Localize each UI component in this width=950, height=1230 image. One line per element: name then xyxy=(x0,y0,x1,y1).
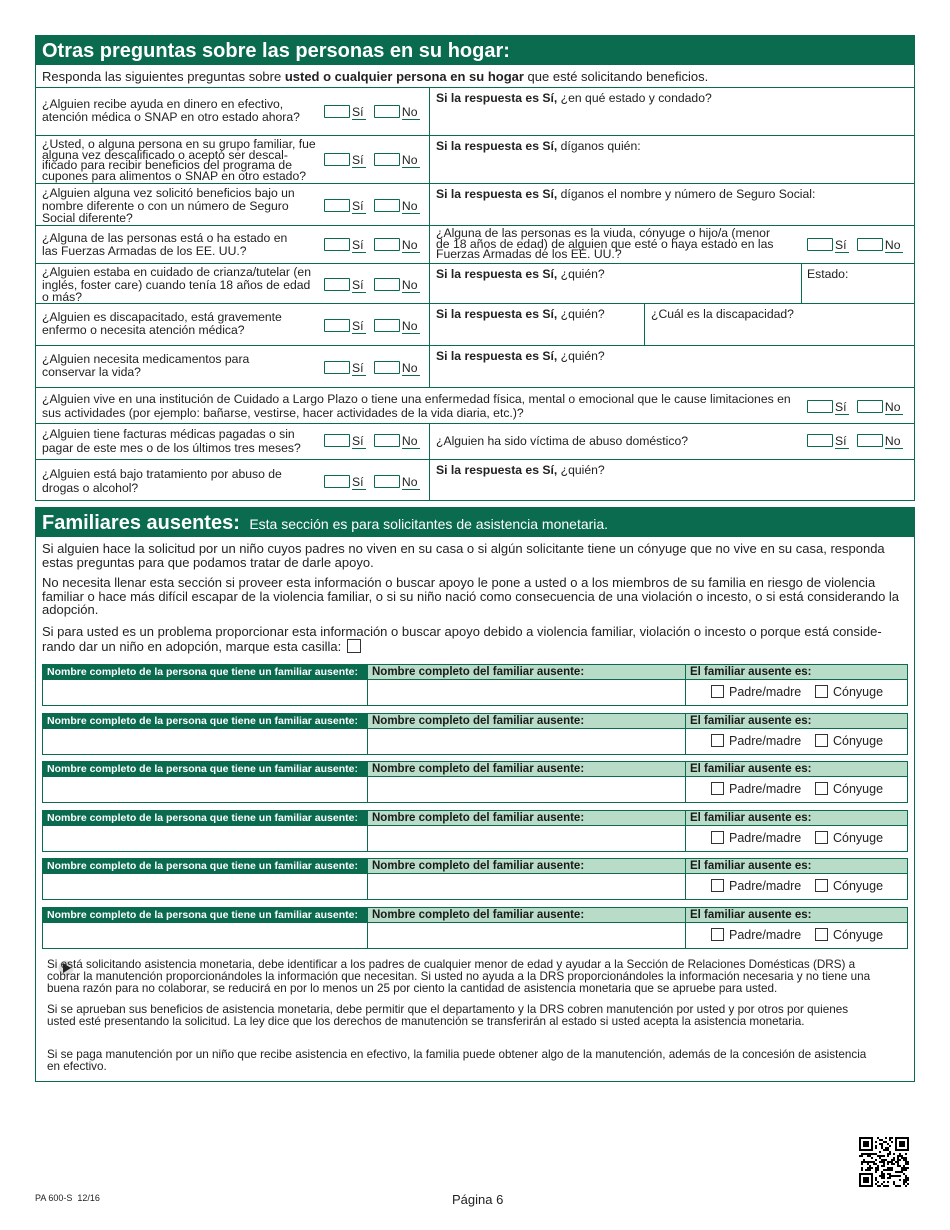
column-header: El familiar ausente es: xyxy=(685,762,907,776)
spouse-checkbox[interactable] xyxy=(815,831,828,844)
person-name-input[interactable] xyxy=(45,827,363,851)
yes-checkbox[interactable] xyxy=(324,319,350,332)
spouse-checkbox[interactable] xyxy=(815,928,828,941)
no-checkbox[interactable] xyxy=(374,475,400,488)
column-header: Nombre completo de la persona que tiene un familiar ausente: xyxy=(43,762,367,776)
parent-checkbox[interactable] xyxy=(711,879,724,892)
question-row xyxy=(36,387,914,423)
no-checkbox[interactable] xyxy=(374,361,400,374)
column-header: El familiar ausente es: xyxy=(685,714,907,728)
person-name-input[interactable] xyxy=(45,730,363,754)
question-text: ¿Alguien estaba en cuidado de crianza/tutelar (en inglés, foster care) cuando tenía 18 años de edad o más? xyxy=(42,265,311,304)
paragraph: Si para usted es un problema proporcionar esta información o buscar apoyo debido a violencia familiar, violación o incesto o porque está conside-rando dar un niño en adopción, marque esta casilla: xyxy=(42,624,882,654)
section-title: Familiares ausentes: Esta sección es para solicitantes de asistencia monetaria. xyxy=(36,508,914,537)
yes-no: Sí No xyxy=(324,278,425,293)
no-checkbox[interactable] xyxy=(374,434,400,447)
absent-relative-name-input[interactable] xyxy=(371,730,681,754)
spouse-label: Cónyuge xyxy=(833,879,884,893)
parent-label: Padre/madre xyxy=(729,928,802,942)
parent-checkbox[interactable] xyxy=(711,685,724,698)
absent-relative-name-input[interactable] xyxy=(371,827,681,851)
no-checkbox[interactable] xyxy=(374,105,400,118)
question-text: ¿Alguien vive en una institución de Cuidado a Largo Plazo o tiene una enfermedad física, mental o emocional que le cause limitaciones en sus actividades (por ejemplo: bañarse, vestirse, hacer actividades de la vida diaria, etc.)? xyxy=(42,392,791,420)
parent-label: Padre/madre xyxy=(729,734,802,748)
answer-field[interactable]: Si la respuesta es Sí, ¿quién? xyxy=(436,349,605,363)
absent-relatives-section xyxy=(35,507,915,1082)
column-header: Nombre completo del familiar ausente: xyxy=(367,811,685,825)
absent-relative-row xyxy=(42,907,908,949)
column-header: Nombre completo del familiar ausente: xyxy=(367,908,685,922)
answer-field[interactable]: Si la respuesta es Sí, ¿quién? xyxy=(436,267,605,281)
question-row xyxy=(36,87,914,135)
question-text: ¿Usted, o alguna persona en su grupo familiar, fue alguna vez descalificado o aceptó ser descal-ificado para recibir beneficios del programa de cupones para alimentos o SNAP en otro estado? xyxy=(42,137,316,183)
spouse-checkbox[interactable] xyxy=(815,782,828,795)
question-row xyxy=(36,135,914,183)
yes-no: Sí No xyxy=(324,361,425,376)
no-checkbox[interactable] xyxy=(374,153,400,166)
form-id: PA 600-S 12/16 xyxy=(35,1193,100,1203)
yes-checkbox[interactable] xyxy=(807,238,833,251)
question-row xyxy=(36,183,914,225)
question-row xyxy=(36,459,914,501)
state-field[interactable]: Estado: xyxy=(807,267,849,281)
column-header: El familiar ausente es: xyxy=(685,908,907,922)
no-checkbox[interactable] xyxy=(374,199,400,212)
question-text: ¿Alguna de las personas es la viuda, cónyuge o hijo/a (menor de 18 años de edad) de alguien que esté o haya estado en las Fuerzas Armadas de los EE. UU.? xyxy=(436,226,774,261)
person-name-input[interactable] xyxy=(45,924,363,948)
column-header: Nombre completo de la persona que tiene un familiar ausente: xyxy=(43,859,367,873)
question-text: ¿Alguien ha sido víctima de abuso doméstico? xyxy=(436,434,689,448)
spouse-label: Cónyuge xyxy=(833,928,884,942)
no-checkbox[interactable] xyxy=(374,278,400,291)
absent-relative-row xyxy=(42,664,908,706)
column-header: Nombre completo del familiar ausente: xyxy=(367,859,685,873)
no-checkbox[interactable] xyxy=(857,400,883,413)
parent-label: Padre/madre xyxy=(729,879,802,893)
section-intro: Responda las siguientes preguntas sobre usted o cualquier persona en su hogar que esté solicitando beneficios. xyxy=(42,69,709,84)
question-text: ¿Alguien recibe ayuda en dinero en efectivo, atención médica o SNAP en otro estado ahora? xyxy=(42,97,300,124)
parent-label: Padre/madre xyxy=(729,831,802,845)
yes-no: Sí No xyxy=(324,475,425,490)
yes-no: Sí No xyxy=(324,153,425,168)
yes-no: Sí No xyxy=(807,400,908,415)
yes-checkbox[interactable] xyxy=(324,475,350,488)
column-header: Nombre completo de la persona que tiene un familiar ausente: xyxy=(43,714,367,728)
yes-no: Sí No xyxy=(324,105,425,120)
household-questions-section xyxy=(35,35,915,501)
yes-checkbox[interactable] xyxy=(324,278,350,291)
parent-checkbox[interactable] xyxy=(711,782,724,795)
column-header: El familiar ausente es: xyxy=(685,665,907,679)
question-text: ¿Alguien tiene facturas médicas pagadas o sin pagar de este mes o de los últimos tres meses? xyxy=(42,427,301,455)
answer-field[interactable]: Si la respuesta es Sí, ¿en qué estado y condado? xyxy=(436,91,712,105)
person-name-input[interactable] xyxy=(45,681,363,705)
column-header: Nombre completo del familiar ausente: xyxy=(367,665,685,679)
absent-relative-name-input[interactable] xyxy=(371,875,681,899)
spouse-label: Cónyuge xyxy=(833,831,884,845)
no-checkbox[interactable] xyxy=(374,238,400,251)
question-row xyxy=(36,263,914,303)
column-header: Nombre completo de la persona que tiene un familiar ausente: xyxy=(43,665,367,679)
answer-field[interactable]: Si la respuesta es Sí, díganos el nombre y número de Seguro Social: xyxy=(436,187,816,201)
absent-relative-row xyxy=(42,810,908,852)
column-header: El familiar ausente es: xyxy=(685,811,907,825)
no-checkbox[interactable] xyxy=(374,319,400,332)
column-header: Nombre completo de la persona que tiene un familiar ausente: xyxy=(43,908,367,922)
column-header: El familiar ausente es: xyxy=(685,859,907,873)
note-text: Si está solicitando asistencia monetaria, debe identificar a los padres de cualquier menor de edad y ayudar a la Sección de Relaciones Domésticas (DRS) a cobrar la manutención proporcionándoles la información que necesitan. Si usted no ayuda a la DRS proporcionándoles la información necesaria y no tiene una buena razón para no colaborar, se reducirá en por lo menos un 25 por ciento la cantidad de asistencia monetaria que se apruebe para usted. xyxy=(47,958,871,995)
yes-checkbox[interactable] xyxy=(807,434,833,447)
question-row xyxy=(36,423,914,459)
yes-checkbox[interactable] xyxy=(324,434,350,447)
question-text: ¿Alguien es discapacitado, está gravemente enfermo o necesita atención médica? xyxy=(42,310,282,337)
column-header: Nombre completo de la persona que tiene un familiar ausente: xyxy=(43,811,367,825)
parent-label: Padre/madre xyxy=(729,685,802,699)
person-name-input[interactable] xyxy=(45,875,363,899)
note-text: Si se paga manutención por un niño que recibe asistencia en efectivo, la familia puede obtener algo de la manutención, además de la concesión de asistencia en efectivo. xyxy=(47,1048,867,1073)
column-header: Nombre completo del familiar ausente: xyxy=(367,714,685,728)
no-checkbox[interactable] xyxy=(857,434,883,447)
yes-checkbox[interactable] xyxy=(324,105,350,118)
paragraph: No necesita llenar esta sección si proveer esta información o buscar apoyo le pone a usted o a los miembros de su familia en riesgo de violencia familiar o hace más difícil escapar de la violencia familiar, o si su niño nació como consecuencia de una violación o incesto, o si está considerando la adopción. xyxy=(42,575,900,617)
question-row xyxy=(36,225,914,263)
risk-checkbox[interactable] xyxy=(347,639,361,653)
absent-relative-row xyxy=(42,858,908,900)
question-text: ¿Alguna de las personas está o ha estado en las Fuerzas Armadas de los EE. UU.? xyxy=(42,231,288,258)
answer-field[interactable]: Si la respuesta es Sí, ¿quién? xyxy=(436,307,605,321)
yes-no: Sí No xyxy=(807,434,908,449)
spouse-checkbox[interactable] xyxy=(815,685,828,698)
question-text: ¿Alguien está bajo tratamiento por abuso de drogas o alcohol? xyxy=(42,467,282,495)
absent-relative-row xyxy=(42,713,908,755)
yes-checkbox[interactable] xyxy=(324,238,350,251)
person-name-input[interactable] xyxy=(45,778,363,802)
yes-checkbox[interactable] xyxy=(807,400,833,413)
parent-checkbox[interactable] xyxy=(711,928,724,941)
qr-code xyxy=(859,1137,909,1187)
note-text: Si se aprueban sus beneficios de asistencia monetaria, debe permitir que el departamento y la DRS cobren manutención por usted y por otros por quienes usted esté presentando la solicitud. La ley dice que los derechos de manutención se transferirán al estado si usted acepta la asistencia monetaria. xyxy=(47,1003,849,1028)
question-text: ¿Alguien alguna vez solicitó beneficios bajo un nombre diferente o con un número de Seguro Social diferente? xyxy=(42,186,295,225)
section-title: Otras preguntas sobre las personas en su hogar: xyxy=(36,36,914,65)
parent-label: Padre/madre xyxy=(729,782,802,796)
yes-no: Sí No xyxy=(807,238,908,253)
no-checkbox[interactable] xyxy=(857,238,883,251)
yes-checkbox[interactable] xyxy=(324,153,350,166)
column-header: Nombre completo del familiar ausente: xyxy=(367,762,685,776)
spouse-label: Cónyuge xyxy=(833,685,884,699)
parent-checkbox[interactable] xyxy=(711,734,724,747)
absent-relative-name-input[interactable] xyxy=(371,681,681,705)
yes-no: Sí No xyxy=(324,199,425,214)
absent-relative-row xyxy=(42,761,908,803)
question-text: ¿Alguien necesita medicamentos para conservar la vida? xyxy=(42,352,250,379)
spouse-label: Cónyuge xyxy=(833,734,884,748)
answer-field[interactable]: Si la respuesta es Sí, ¿quién? xyxy=(436,463,605,477)
yes-no: Sí No xyxy=(324,319,425,334)
absent-relative-name-input[interactable] xyxy=(371,924,681,948)
yes-checkbox[interactable] xyxy=(324,361,350,374)
spouse-checkbox[interactable] xyxy=(815,734,828,747)
disability-field[interactable]: ¿Cuál es la discapacidad? xyxy=(651,307,794,321)
answer-field[interactable]: Si la respuesta es Sí, díganos quién: xyxy=(436,139,641,153)
paragraph: Si alguien hace la solicitud por un niño cuyos padres no viven en su casa o si algún solicitante tiene un cónyuge que no vive en su casa, responda estas preguntas para que podamos tratar de darle apoyo. xyxy=(42,541,885,570)
spouse-checkbox[interactable] xyxy=(815,879,828,892)
spouse-label: Cónyuge xyxy=(833,782,884,796)
page-number: Página 6 xyxy=(452,1192,504,1207)
parent-checkbox[interactable] xyxy=(711,831,724,844)
yes-no: Sí No xyxy=(324,434,425,449)
yes-checkbox[interactable] xyxy=(324,199,350,212)
question-row xyxy=(36,345,914,387)
absent-relative-name-input[interactable] xyxy=(371,778,681,802)
question-row xyxy=(36,303,914,345)
yes-no: Sí No xyxy=(324,238,425,253)
